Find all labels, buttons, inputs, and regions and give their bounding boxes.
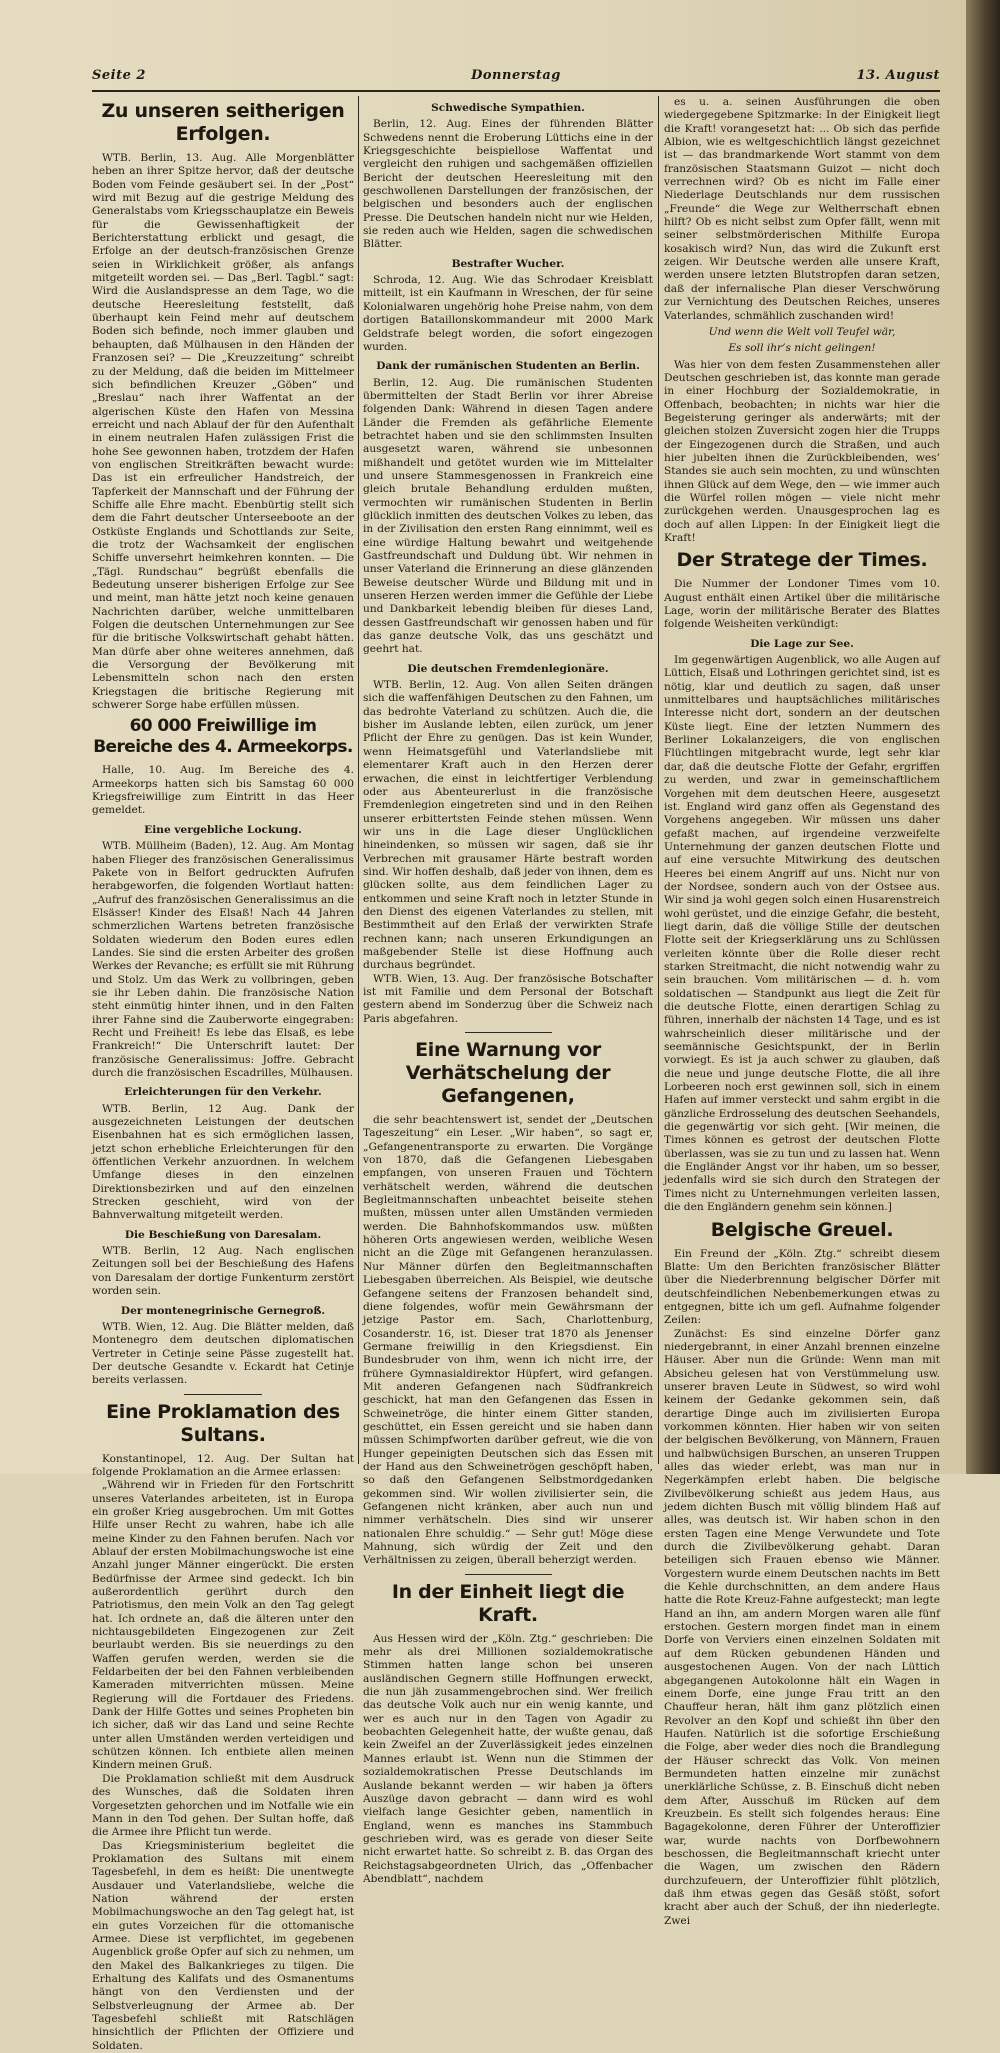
article-text: WTB. Wien, 12. Aug. Die Blätter melden, daß Montenegro dem deutschen diplomatischen Vertreter in Cetinje seine Pässe zugestellt hat. Der deutsche Gesandte v. Eckardt hat Cetinje bereits verlassen. bbox=[92, 1320, 354, 1387]
article-text: Berlin, 12. Aug. Die rumänischen Studenten übermittelten der Stadt Berlin vor ihrer Abreise folgenden Dank: Während in diesen Tagen andere Länder die Fremden als gefährliche Elemente betrachtet haben und sie den schlimmsten Insulten ausgesetzt waren, während sie unbesonnen mißhandelt und getötet wurden wie im Mittelalter und unsere Stammesgenossen in Frankreich eine gleich brutale Behandlung erdulden mußten, vermochten wir rumänischen Studenten in Berlin glücklich inmitten des deutschen Volkes zu leben, das in der Zivilisation den ersten Rang einnimmt, weil es eine würdige Haltung bewahrt und weitgehende Gastfreundschaft und Duldung übt. Wir nehmen in unser Vaterland die Erinnerung an diese glänzenden Beweise deutscher Würde und Bildung mit und in unseren Herzen werden immer die Gefühle der Liebe und Dankbarkeit lebendig bleiben für dieses Land, dessen Gastfreundschaft wir genossen haben und für das ganze deutsche Volk, das uns geschätzt und geehrt hat. bbox=[363, 376, 654, 656]
article-text: Die Proklamation schließt mit dem Ausdruck des Wunsches, daß die Soldaten ihren Vorgesetzten gehorchen und im Notfalle wie ein Mann in den Tod gehen. Der Sultan hoffe, daß die Armee ihre Pflicht tun werde. bbox=[92, 1772, 354, 1839]
article-text: WTB. Berlin, 12. Aug. Von allen Seiten drängen sich die waffenfähigen Deutschen zu den Fahnen, um das bedrohte Vaterland zu schützen. Auch die, die bisher im Auslande lebten, eilen zurück, um jener Pflicht der Ehre zu genügen. Das ist kein Wunder, wenn Heimatsgefühl und Vaterlandsliebe mit elementarer Kraft auch in den Herzen derer erwachen, die einst in leichtfertiger Verblendung oder aus Abenteurerlust in die französische Fremdenlegion eingetreten sind und in den Reihen unserer erbittertsten Feinde stehen müssen. Wenn wir uns in die Lage dieser Unglücklichen hineindenken, so müssen wir sagen, daß sie ihr Verbrechen mit grausamer Härte bestraft worden sind. Wir hoffen deshalb, daß jeder von ihnen, dem es glücken sollte, aus dem feindlichen Lager zu entkommen und seine Kraft noch in letzter Stunde in den Dienst des eigenen Vaterlandes zu stellen, mit Bestimmtheit auf den Erlaß der verwirkten Strafe rechnen kann; nach unseren Erkundigungen an maßgebender Stelle ist diese Hoffnung auch durchaus begründet. bbox=[363, 679, 653, 972]
article-text: Ein Freund der „Köln. Ztg.“ schreibt diesem Blatte: Um den Berichten französischer Blätter über die Niederbrennung belgischer Dörfer mit deutschfeindlichen Nebenbemerkungen etwas zu entgegnen, bitte ich um gefl. Aufnahme folgender Zeilen: bbox=[664, 1247, 940, 1327]
subheading: Eine vergebliche Lockung. bbox=[144, 823, 302, 836]
section-divider bbox=[184, 1394, 263, 1395]
section-divider bbox=[465, 1032, 552, 1033]
subheading: Die Beschießung von Daresalam. bbox=[124, 1228, 322, 1241]
article-text: Was hier von dem festen Zusammenstehen aller Deutschen geschrieben ist, das konnte man gerade in einer Hochburg der Sozialdemokratie, in Offenbach, beobachten; in nichts war hier die Begeisterung geringer als anderwärts; mit der gleichen stolzen Zuversicht zogen hier die Trupps der Eingezogenen durch die Straßen, und auch hier jubelten ihnen die Zurückbleibenden, wes’ Standes sie auch sein mochten, zu und wünschten ihnen Glück auf dem Wege, den — wie immer auch die Würfel rollen mögen — viele nicht mehr zurückgehen werden. Unausgesprochen lag es doch auf allen Lippen: In der Einigkeit liegt die Kraft! bbox=[664, 358, 940, 544]
headline-freiwillige: 60 000 Freiwillige im Bereiche des 4. Armeekorps. bbox=[93, 716, 353, 758]
date: 13. August bbox=[856, 68, 940, 83]
article-text: WTB. Berlin, 12 Aug. Dank der ausgezeichneten Leistungen der deutschen Eisenbahnen hat es sich ermöglichen lassen, jetzt schon erhebliche Erleichterungen für den öffentlichen Verkehr anzuordnen. In welchem Umfange dieses in den einzelnen Direktionsbezirken und auf den einzelnen Strecken geschieht, wird von der Bahnverwaltung mitgeteilt werden. bbox=[92, 1102, 354, 1222]
article-text: Aus Hessen wird der „Köln. Ztg.“ geschrieben: Die mehr als drei Millionen sozialdemokratische Stimmen hatten lange schon bei unseren ausländischen Gegnern stille Hoffnungen erweckt, die nun jäh zusammengebrochen sind. Wer freilich das deutsche Volk auch nur ein wenig kannte, und wer es auch nur in den Tagen von Agadir zu beobachten Gelegenheit hatte, der wußte genau, daß kein Zweifel an der Zuverlässigkeit jedes einzelnen Mannes erlaubt ist. Wenn nun die Stimmen der sozialdemokratischen Presse Deutschlands im Auslande bekannt werden — wir haben ja öfters Auszüge davon gebracht — dann wird es wohl vielfach lange Gesichter geben, namentlich in England, wenn es manches ins Stammbuch geschrieben wird, was es gerade von dieser Seite nicht erwartet hatte. So schreibt z. B. das Organ des Reichstagsabgeordneten Ulrich, das „Offenbacher Abendblatt“, nachdem bbox=[363, 1632, 653, 1885]
article-text: Zunächst: Es sind einzelne Dörfer ganz niedergebrannt, in einer Anzahl brennen einzelne Häuser. Aber nun die Gründe: Wenn man mit Absicheu gelesen hat von Verstümmelung usw. unserer braven Leute in Südwest, so wird wohl keinem der Gedanke gekommen sein, daß derartige Dinge auch im zivilisierten Europa vorkommen könnten. Hier haben wir von seiten der belgischen Bevölkerung, von Männern, Frauen und halbwüchsigen Burschen, an unseren Truppen alles das wieder erlebt, was man nur in Negerkämpfen erlebt haben. Die belgische Zivilbevölkerung schießt aus jedem Haus, aus jedem dichten Busch mit völlig blindem Haß auf alles, was deutsch ist. Wir haben schon in den ersten Tagen eine Menge Verwundete und Tote durch die Zivilbevölkerung gehabt. Daran beteiligen sich Frauen ebenso wie Männer. Vorgestern wurde einem Deutschen nachts im Bett die Kehle durchschnitten, an dem andere Haus hatte die Rote Kreuz-Fahne aufgesteckt; man legte Hand an ihn, am andern Morgen waren alle fünf erstochen. Gestern morgen findet man in einem Dorfe von Verviers einen einzelnen Soldaten mit auf dem Rücken gebundenen Händen und ausgestochenen Augen. Von der nach Lüttich abgegangenen Autokolonne hält ein Wagen in einem Dorfe, eine junge Frau tritt an den Chauffeur heran, hält ihm ganz plötzlich einen Revolver an den Kopf und schießt ihn über den Haufen. Natürlich ist die sofortige Erschießung die Folge, aber weder dies noch die Brandlegung der Häuser schreckt das Volk. Von meinen Bermundeten hatten einzelne mir zunächst unerklärliche Schüsse, z. B. Einschuß dicht neben dem After, Ausschuß im Rücken auf dem Kreuzbein. Es stellt sich folgendes heraus: Eine Bagagekolonne, deren Führer der Unteroffizier war, wurde nachts von Dorfbewohnern beschossen, die Begleitmannschaft kriecht unter die Wagen, um zwischen den Rädern durchzufeuern, der Unteroffizier fühlt plötzlich, daß ihm etwas gegen das Gesäß stößt, sofort kracht aber auch der Schuß, der ihn niederlegte. Zwei bbox=[664, 1327, 940, 1927]
poem-line: Und wenn die Welt voll Teufel wär, bbox=[708, 325, 896, 338]
article-text: WTB. Müllheim (Baden), 12. Aug. Am Montag haben Flieger des französischen Generalissimus Pakete von in Belfort gedruckten Aufrufen herabgeworfen, die folgenden Wortlaut hatten: „Aufruf des französischen Generalissimus an die Elsässer! Kinder des Elsaß! Nach 44 Jahren schmerzlichen Wartens betreten französische Soldaten wiederum den Boden eures edlen Landes. Sie sind die ersten Arbeiter des großen Werkes der Revanche; es erfüllt sie mit Rührung und Stolz. Um das Werk zu vollbringen, geben sie ihr Leben dahin. Die französische Nation steht einmütig hinter ihnen, und in den Falten ihrer Fahne sind die Zauberworte eingegraben: Recht und Freiheit! Es lebe das Elsaß, es lebe Frankreich!“ Die Unterschrift lautet: Der französische Generalissimus: Joffre. Gebracht durch die französischen Escadrilles, Mülhausen. bbox=[92, 840, 354, 1079]
subheading: Die deutschen Fremdenlegionäre. bbox=[407, 662, 609, 675]
article-text: die sehr beachtenswert ist, sendet der „Deutschen Tageszeitung“ ein Leser. „Wir haben“, so sagt er, „Gefangenentransporte zu erwarten. Die Vorgänge von 1870, daß die Gefangenen Liebesgaben empfangen, von unseren Frauen und Töchtern verhätschelt werden, während die deutschen Begleitmannschaften unbeachtet beiseite stehen mußten, müssen unter allen Umständen vermieden werden. Die Bahnhofskommandos usw. müßten höheren Orts angewiesen werden, weibliche Wesen nicht an die Züge mit Gefangenen heranzulassen. Nur Männer dürfen den Begleitmannschaften Liebesgaben überreichen. Als Beispiel, wie deutsche Gefangene seitens der Franzosen behandelt sind, diene folgendes, wofür mein Gewährsmann der jetzige Pastor em. Sach, Charlottenburg, Cosanderstr. 16, ist. Dieser trat 1870 als Jenenser Germane freiwillig in den Kriegsdienst. Ein Bundesbruder von ihm, wenn ich nicht irre, der frühere Gymnasialdirektor Hüpfert, wird gefangen. Mit anderen Gefangenen nach Südfrankreich geschickt, hat man den Gefangenen das Essen in Schweinetröge, die hinter einem Gitter standen, geschüttet, ein Essen gereicht und sie haben dann müssen Schimpfworten darüber gefreut, wie die von Hunger gepeinigten Deutschen sich das Essen mit der Hand aus den Schweinetrögen geschöpft haben, so daß den Gefangenen Selbstmordgedanken gekommen sind. Wir wollen zivilisierter sein, die Gefangenen nicht kränken, aber auch nun und nimmer verhätscheln. Dies sind wir unserer nationalen Ehre schuldig.“ — Sehr gut! Möge diese Mahnung, sich würdig der Zeit und den Verhältnissen zu zeigen, überall beherzigt werden. bbox=[363, 1114, 653, 1567]
subheading: Die Lage zur See. bbox=[750, 637, 854, 650]
headline-erfolgen: Zu unseren seitherigen Erfolgen. bbox=[101, 100, 345, 145]
poem-line: Es soll ihr’s nicht gelingen! bbox=[728, 342, 876, 355]
weekday: Donnerstag bbox=[471, 68, 561, 83]
article-text: Berlin, 12. Aug. Eines der führenden Blätter Schwedens nennt die Eroberung Lüttichs eine in der Kriegsgeschichte beispiellose Waffentat und vergleicht den ruhigen und sachgemäßen offiziellen Bericht der deutschen Heeresleitung mit den geschwollenen Darstellungen der französischen, der belgischen und besonders auch der englischen Presse. Die Deutschen handeln nicht nur wie Helden, sie reden auch wie Helden, sagen die schwedischen Blätter. bbox=[363, 118, 653, 251]
headline-einheit: In der Einheit liegt die Kraft. bbox=[391, 1580, 625, 1626]
article-text: „Während wir in Frieden für den Fortschritt unseres Vaterlandes arbeiteten, ist in Europa ein großer Krieg ausgebrochen. Um mit Gottes Hilfe unser Recht zu wahren, habe ich alle meine Kinder zu den Fahnen berufen. Nach vor Ablauf der ersten Mobilmachungswoche ist eine Anzahl junger Männer eingerückt. Die ersten Bedürfnisse der Armee sind gedeckt. Ich bin außerordentlich gerührt durch den Patriotismus, den mein Volk an den Tag gelegt hat. Ich ordnete an, daß die älteren unter den nichtausgebildeten Eingezogenen zur Zeit beurlaubt werden. Bis sie neuerdings zu den Waffen gerufen werden, werden sie die Feldarbeiten der bei den Fahnen verbleibenden Kameraden mitverrichten müssen. Meine Regierung will die Fortdauer des Friedens. Dank der Hilfe Gottes und seines Propheten bin ich sicher, daß wir das Land und seine Rechte unter allen Umständen werden verteidigen und schützen können. Ich entbiete allen meinen Kindern meinen Gruß. bbox=[92, 1479, 354, 1772]
article-text: WTB. Berlin, 12 Aug. Nach englischen Zeitungen soll bei der Beschießung des Hafens von Daresalam der dortige Funkenturm zerstört worden sein. bbox=[92, 1245, 354, 1298]
headline-greuel: Belgische Greuel. bbox=[710, 1218, 894, 1241]
article-text: Konstantinopel, 12. Aug. Der Sultan hat folgende Proklamation an die Armee erlassen: bbox=[92, 1452, 354, 1478]
page-header bbox=[92, 66, 940, 92]
page-binding bbox=[966, 0, 1000, 1474]
subheading: Bestrafter Wucher. bbox=[451, 257, 565, 270]
article-text: Halle, 10. Aug. Im Bereiche des 4. Armeekorps hatten sich bis Samstag 60 000 Kriegsfreiwillige zum Eintritt in das Heer gemeldet. bbox=[92, 764, 354, 817]
column-rule bbox=[358, 96, 359, 1464]
article-text: Das Kriegsministerium begleitet die Proklamation des Sultans mit einem Tagesbefehl, in dem es heißt: Die unentwegte Ausdauer und Vaterlandsliebe, welche die Nation während der ersten Mobilmachungswoche an den Tag gelegt hat, ist ein gutes Vorzeichen für die ottomanische Armee. Diese ist verpflichtet, im gegebenen Augenblick große Opfer auf sich zu nehmen, um den Makel des Balkankrieges zu tilgen. Die Erhaltung des Kalifats und des Osmanentums hängt von den Verdiensten und der Selbstverleugnung der Armee ab. Der Tagesbefehl schließt mit Ratschlägen hinsichtlich der Pflichten der Offiziere und Soldaten. bbox=[92, 1839, 354, 2052]
column-2 bbox=[363, 96, 654, 1885]
article-text: WTB. Wien, 13. Aug. Der französische Botschafter ist mit Familie und dem Personal der Botschaft gestern abend im Sonderzug über die Schweiz nach Paris abgefahren. bbox=[363, 972, 653, 1025]
headline-sultan: Eine Proklamation des Sultans. bbox=[106, 1400, 340, 1446]
subheading: Dank der rumänischen Studenten an Berlin. bbox=[376, 360, 640, 373]
article-text: WTB. Berlin, 13. Aug. Alle Morgenblätter heben an ihrer Spitze hervor, daß der deutsche Boden vom Feinde gesäubert sei. In der „Post“ wird mit Bezug auf die gestrige Meldung des Generalstabs vom Kriegsschauplatze ein Beweis für die Gewissenhaftigkeit der Berichterstattung erblickt und gesagt, die Erfolge an der deutsch-französischen Grenze seien in Wirklichkeit größer, als anfangs mitgeteilt worden sei. — Das „Berl. Tagbl.“ sagt: Wird die Auslandspresse an dem Tage, wo die deutsche Heeresleitung feststellt, daß überhaupt kein Feind mehr auf deutschem Boden sich befinde, noch immer glauben und behaupten, daß Mülhausen in den Händen der Franzosen sei? — Die „Kreuzzeitung“ schreibt zu der Meldung, daß die beiden im Mittelmeer sich befindlichen Kreuzer „Göben“ und „Breslau“ nach ihrer Waffentat an der algerischen Küste den Hafen von Messina erreicht und nach Ablauf der für den Aufenthalt in einem neutralen Hafen zulässigen Frist die hohe See gewonnen haben, trotzdem der Hafen von englischen Streitkräften bewacht wurde: Das ist ein erfreulicher Handstreich, der Tapferkeit der Mannschaft und der Führung der Schiffe alle Ehre macht. Ebenbürtig stellt sich dem die Fahrt deutscher Unterseeboote an der Ostküste Englands und Schottlands zur Seite, die trotz der Wachsamkeit der englischen Schiffe unversehrt heimkehren konnten. — Die „Tägl. Rundschau“ begrüßt ebenfalls die Bedeutung unserer bisherigen Erfolge zur See und meint, man hätte jetzt noch keine genauen Nachrichten darüber, welche unmittelbaren Folgen die deutschen Unternehmungen zur See für die britische Volkswirtschaft gehabt hätten. Man dürfe aber ohne weiteres annehmen, daß die Versorgung der Bevölkerung mit Lebensmitteln schon nach den ersten Kriegstagen die britische Regierung mit schwerer Sorge habe erfüllen müssen. bbox=[92, 152, 354, 712]
subheading: Erleichterungen für den Verkehr. bbox=[124, 1086, 322, 1099]
article-text: Die Nummer der Londoner Times vom 10. August enthält einen Artikel über die militärische Lage, worin der militärische Berater des Blattes folgende Weisheiten verkündigt: bbox=[664, 578, 940, 631]
article-text: Schroda, 12. Aug. Wie das Schrodaer Kreisblatt mitteilt, ist ein Kaufmann in Wreschen, der für seine Kolonialwaren ungehörig hohe Preise nahm, von dem dortigen Bataillonskommandeur mit 2000 Mark Geldstrafe belegt worden, die sofort eingezogen wurden. bbox=[363, 274, 653, 353]
headline-warnung: Eine Warnung vor Verhätschelung der Gefangenen, bbox=[405, 1039, 611, 1108]
column-3 bbox=[664, 96, 940, 1927]
column-1 bbox=[92, 96, 354, 2052]
article-text: Im gegenwärtigen Augenblick, wo alle Augen auf Lüttich, Elsaß und Lothringen gerichtet sind, ist es nötig, klar und deutlich zu sagen, daß unser unmittelbares und hauptsächliches militärisches Interesse nicht dort, sondern an der deutschen Küste liegt. Eine der letzten Nummern des Berliner Lokalanzeigers, die von englischen Flüchtlingen mitgebracht wurde, legt sehr klar dar, daß die deutsche Flotte der Gefahr, ergriffen zu werden, und zwar in gemeinschaftlichem Vorgehen mit dem deutschen Heere, ausgesetzt ist. England wird ganz offen als Gegenstand des Vorgehens angegeben. Wir müssen uns daher gefaßt machen, auf irgendeine verzweifelte Unternehmung der ganzen deutschen Flotte und auf eine versuchte Mitwirkung des deutschen Heeres bei einem Angriff auf uns. Nicht nur von der Nordsee, sondern auch von der Ostsee aus. Wir sind ja wohl gegen solch einen Husarenstreich wohl gerüstet, und die einzige Gefahr, die besteht, liegt darin, daß die völlige Stille der deutschen Flotte seit der Kriegserklärung uns zu Schlüssen verleiten könnte über die Rolle dieser recht starken Streitmacht, die nicht notwendig wahr zu sein brauchen. Vom militärischen — d. h. vom soldatischen — Standpunkt aus liegt die Zeit für die deutsche Flotte, einen derartigen Schlag zu führen, innerhalb der nächsten 14 Tage, und es ist wahrscheinlich dieser militärische und der seemännische Gesichtspunkt, der in Berlin vorwiegt. Es ist ja auch schwer zu glauben, daß die neue und junge deutsche Flotte, die all ihre Lorbeeren noch erst gewinnen soll, sich in einem Hafen auf immer versteckt und sahm ergibt in die gänzliche Erdrosselung des deutschen Seehandels, die gegenwärtig vor sich geht. [Wir meinen, die Times können es getrost der deutschen Flotte überlassen, was sie zu tun und zu lassen hat. Wenn die Engländer Angst vor ihr haben, um so besser, jedenfalls wird sie sich durch den Strategen der Times nicht zu Unternehmungen verleiten lassen, die den Engländern genehm sein können.] bbox=[664, 654, 940, 1214]
article-text: es u. a. seinen Ausführungen die oben wiedergegebene Spitzmarke: In der Einigkeit liegt die Kraft! vorangesetzt hat: ... Ob sich das perfide Albion, wie es weltgeschichtlich längst gezeichnet ist — das brandmarkende Wort stammt von dem französischen Staatsmann Guizot — nicht doch verrechnen wird? Ob es nicht im Falle einer Niederlage Deutschlands nur dem russischen „Freunde“ die Wege zur Weltherrschaft ebnen hilft? Ob es nicht selbst zum Opfer fällt, wenn mit seiner selbstmörderischen Mithilfe Europa kosakisch wird? Nun, das wird die Zukunft erst zeigen. Wir Deutsche werden alle unsere Kraft, werden unsere letzten Blutstropfen daran setzen, daß der infernalische Plan dieser Verschwörung zur Vernichtung des Deutschen Reiches, unseres Vaterlandes, schmählich zuschanden wird! bbox=[664, 96, 940, 322]
column-rule bbox=[658, 96, 659, 1464]
subheading: Der montenegrinische Gernegroß. bbox=[120, 1304, 326, 1317]
headline-stratege: Der Stratege der Times. bbox=[676, 549, 928, 572]
subheading: Schwedische Sympathien. bbox=[431, 102, 585, 114]
section-divider bbox=[465, 1574, 552, 1575]
page-number: Seite 2 bbox=[92, 68, 146, 83]
